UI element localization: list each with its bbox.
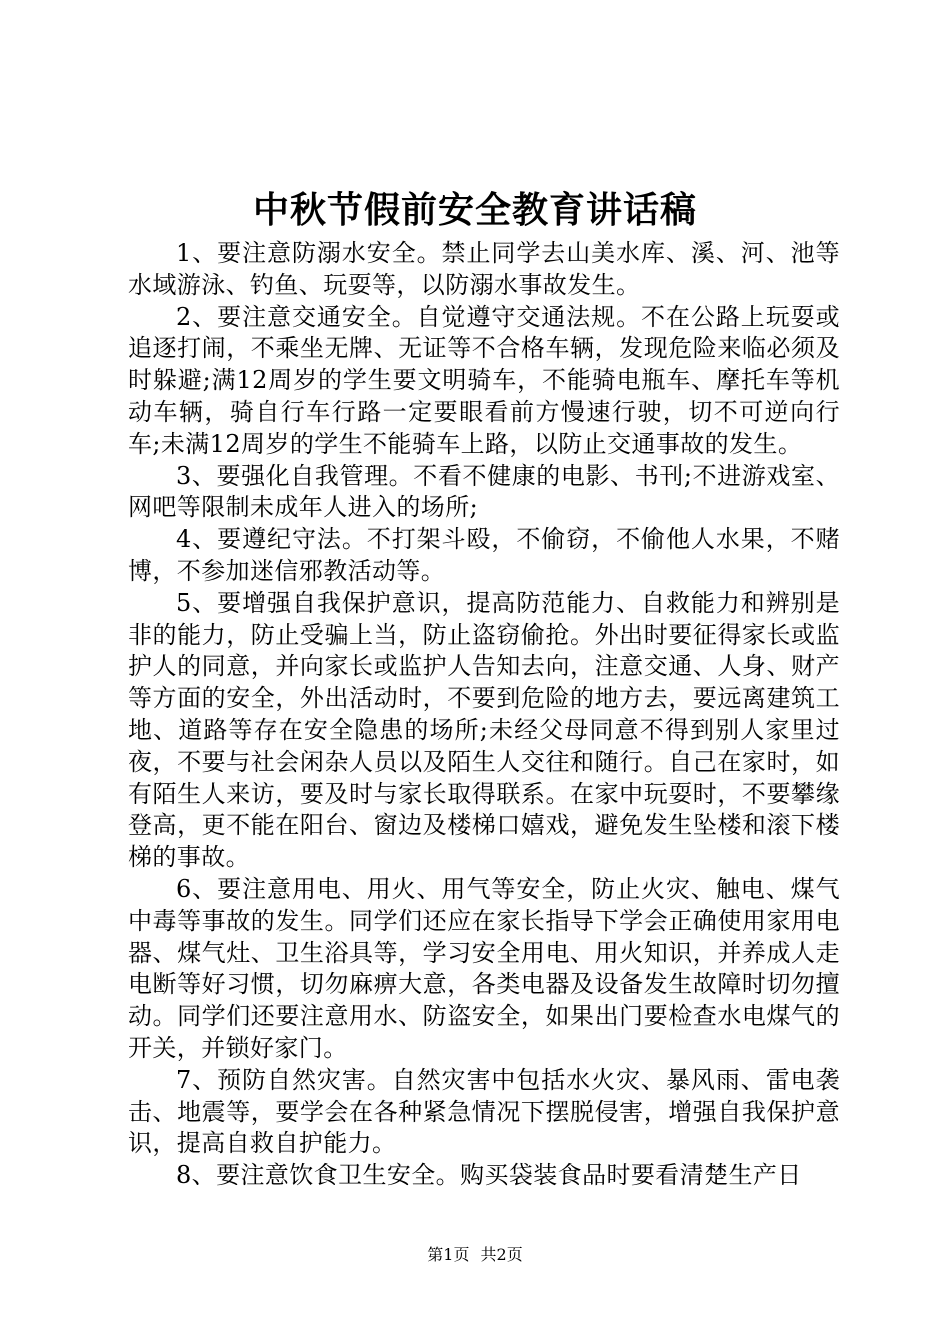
page-footer [0,1244,950,1266]
paragraph-6: 6、要注意用电、用火、用气等安全，防止火灾、触电、煤气中毒等事故的发生。同学们还应在家长指导下学会正确使用家用电器、煤气灶、卫生浴具等，学习安全用电、用火知识，并养成人走电断等好习惯，切勿麻痹大意，各类电器及设备发生故障时切勿擅动。同学们还要注意用水、防盗安全，如果出门要检查水电煤气的开关，并锁好家门。 [128,874,840,1062]
paragraph-1: 1、要注意防溺水安全。禁止同学去山美水库、溪、河、池等水域游泳、钓鱼、玩耍等，以防溺水事故发生。 [128,239,840,299]
paragraph-8: 8、要注意饮食卫生安全。购买袋装食品时要看清楚生产日 [176,1161,802,1190]
page-number-total: 共2页 [480,1245,523,1264]
paragraph-3: 3、要强化自我管理。不看不健康的电影、书刊;不进游戏室、网吧等限制未成年人进入的场所; [128,461,840,522]
paragraph-5: 5、要增强自我保护意识，提高防范能力、自救能力和辨别是非的能力，防止受骗上当，防止盗窃偷抢。外出时要征得家长或监护人的同意，并向家长或监护人告知去向，注意交通、人身、财产等方面的安全，外出活动时，不要到危险的地方去，要远离建筑工地、道路等存在安全隐患的场所;未经父母同意不得到别人家里过夜，不要与社会闲杂人员以及陌生人交往和随行。自己在家时，如有陌生人来访，要及时与家长取得联系。在家中玩耍时，不要攀缘登高，更不能在阳台、窗边及楼梯口嬉戏，避免发生坠楼和滚下楼梯的事故。 [128,588,840,872]
paragraph-7: 7、预防自然灾害。自然灾害中包括水火灾、暴风雨、雷电袭击、地震等，要学会在各种紧急情况下摆脱侵害，增强自我保护意识，提高自救自护能力。 [128,1065,840,1158]
page-number-current: 第1页 [427,1245,470,1264]
document-title: 中秋节假前安全教育讲话稿 [252,189,697,231]
document-body [128,238,840,1192]
paragraph-2: 2、要注意交通安全。自觉遵守交通法规。不在公路上玩耍或追逐打闹，不乘坐无牌、无证等不合格车辆，发现危险来临必须及时躲避;满12周岁的学生要文明骑车，不能骑电瓶车、摩托车等机动车辆，骑自行车行路一定要眼看前方慢速行驶，切不可逆向行车;未满12周岁的学生不能骑车上路，以防止交通事故的发生。 [128,302,840,458]
paragraph-4: 4、要遵纪守法。不打架斗殴，不偷窃，不偷他人水果，不赌博，不参加迷信邪教活动等。 [128,525,840,585]
